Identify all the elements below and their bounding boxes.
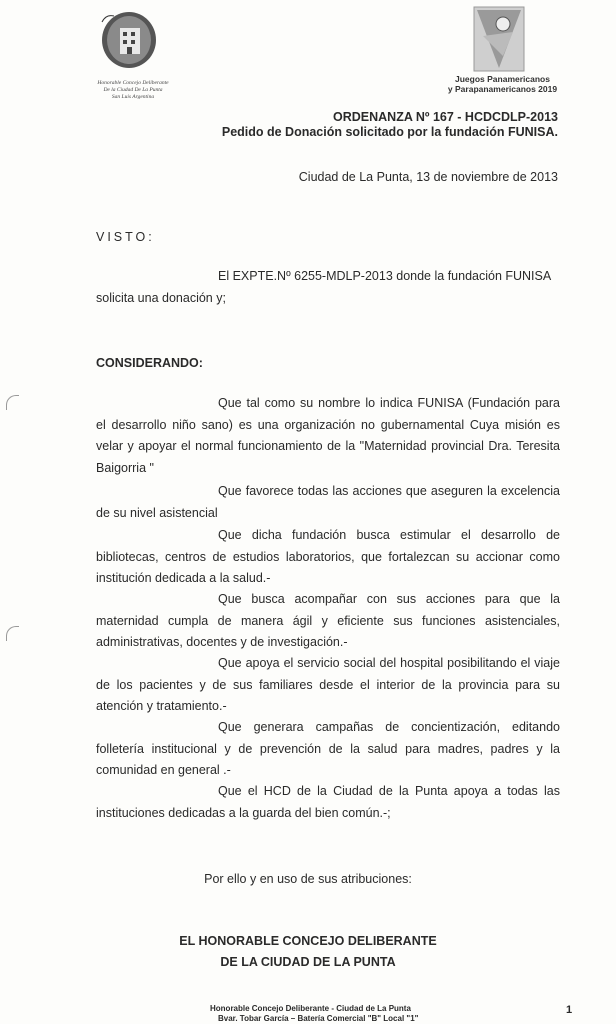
visto-text: El EXPTE.Nº 6255-MDLP-2013 donde la fundación FUNISA [218, 269, 552, 283]
paragraph-text: Que tal como su nombre lo indica FUNISA (Fundación para el desarrollo niño sano) es una organización no gubernamental Cuya misión es velar y apoyar el normal funcionamiento de la "Maternidad provincial Dra. Teresita Baigorria " [96, 396, 560, 475]
punch-hole-mark [6, 395, 19, 410]
caption-line: De la Ciudad De La Punta [103, 87, 163, 93]
paragraph-text: Que favorece todas las acciones que aseguren la excelencia de su nivel asistencial [96, 484, 560, 520]
considerando-paragraph [96, 525, 560, 590]
visto-heading: VISTO: [96, 230, 155, 244]
paragraph-text: Que apoya el servicio social del hospital posibilitando el viaje de los pacientes y de sus familiares desde el interior de la provincia para su atención y tratamiento.- [96, 656, 560, 713]
considerando-paragraph [96, 481, 560, 524]
ordinance-subject: Pedido de Donación solicitado por la fundación FUNISA. [221, 125, 558, 139]
footer-line1: Honorable Concejo Deliberante - Ciudad de La Punta [210, 1004, 411, 1013]
council-title-line2: DE LA CIUDAD DE LA PUNTA [220, 955, 396, 969]
footer-line2: Bvar. Tobar García – Batería Comercial "B" Local "1" [218, 1014, 419, 1023]
considerando-paragraph [96, 589, 560, 654]
council-logo-caption [88, 80, 178, 101]
games-caption-line: y Parapanamericanos 2019 [447, 84, 558, 94]
games-caption-line: Juegos Panamericanos [455, 74, 550, 84]
considerando-paragraph [96, 781, 560, 824]
paragraph-text: Que dicha fundación busca estimular el desarrollo de bibliotecas, centros de estudios laboratorios, que fortalezcan su accionar como institución dedicada a la salud.- [96, 528, 560, 585]
paragraph-text: Que generara campañas de concientización, editando folletería institucional y de prevención de la salud para madres, padres y la comunidad en general .- [96, 720, 560, 777]
caption-line: San Luis Argentina [111, 94, 155, 100]
page-number: 1 [566, 1004, 573, 1016]
considerando-heading: CONSIDERANDO: [96, 356, 203, 370]
caption-line: Honorable Concejo Deliberante [97, 80, 169, 86]
dateline: Ciudad de La Punta, 13 de noviembre de 2013 [298, 170, 558, 184]
considerando-paragraph [96, 393, 560, 479]
visto-text-rest: solicita una donación y; [96, 290, 226, 305]
council-title-line1: EL HONORABLE CONCEJO DELIBERANTE [179, 934, 437, 948]
considerando-paragraph [96, 717, 560, 782]
games-caption [420, 74, 585, 94]
panamerican-games-logo [473, 6, 525, 72]
visto-paragraph [96, 266, 560, 309]
por-ello-line: Por ello y en uso de sus atribuciones: [204, 872, 412, 886]
paragraph-text: Que el HCD de la Ciudad de la Punta apoya a todas las instituciones dedicadas a la guarda del bien común.-; [96, 784, 560, 820]
paragraph-text: Que busca acompañar con sus acciones para que la maternidad cumpla de manera ágil y eficiente sus funciones asistenciales, administrativas, docentes y de investigación.- [96, 592, 560, 649]
council-logo [96, 10, 158, 70]
ordinance-number: ORDENANZA Nº 167 - HCDCDLP-2013 [333, 110, 558, 124]
considerando-paragraph [96, 653, 560, 718]
punch-hole-mark [6, 626, 19, 641]
